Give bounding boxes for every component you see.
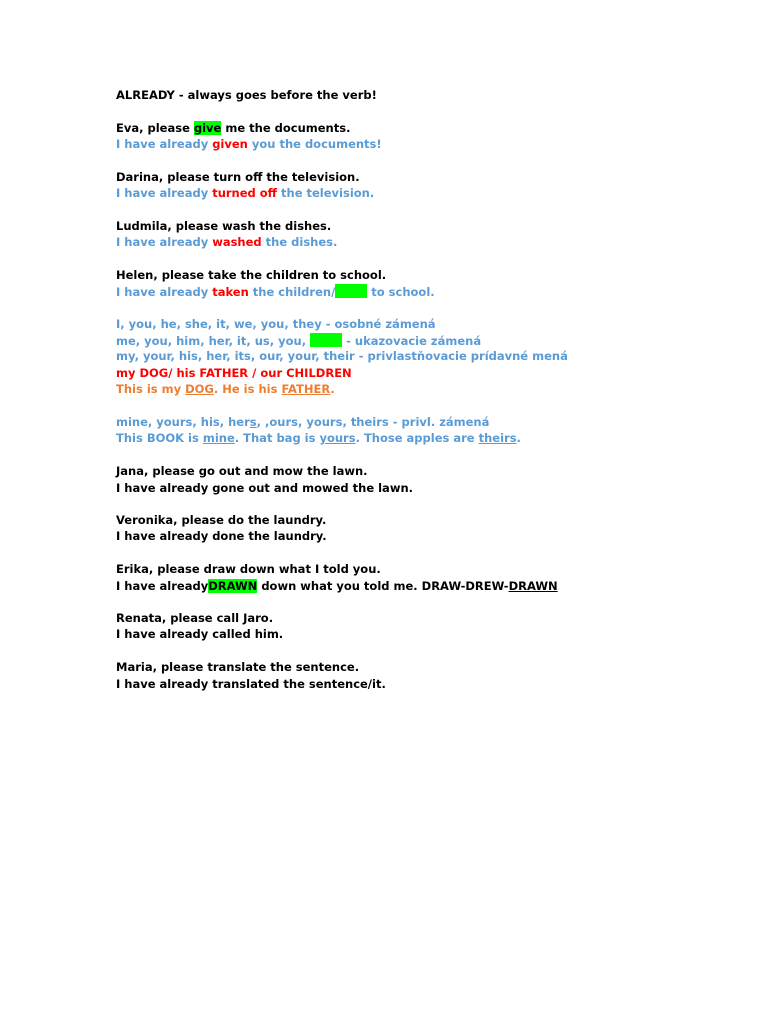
- underlined-letter: s: [249, 415, 257, 429]
- answer-darina: [116, 186, 374, 201]
- past-participle: given: [212, 137, 248, 151]
- highlighted-verb: DRAWN: [208, 579, 258, 593]
- underlined-word: yours: [319, 431, 356, 445]
- object-pronouns: [116, 333, 481, 349]
- answer-maria: I have already translated the sentence/it.: [116, 677, 386, 691]
- pronoun-list: mine, yours, his, her: [116, 415, 250, 429]
- request-darina: Darina, please turn off the television.: [116, 170, 360, 184]
- answer-text: I have already: [116, 137, 213, 151]
- past-participle: washed: [212, 235, 262, 249]
- answer-text: the children/: [248, 285, 336, 299]
- underlined-word: DOG: [185, 382, 214, 396]
- answer-text: I have already: [116, 285, 213, 299]
- request-veronika: Veronika, please do the laundry.: [116, 513, 327, 527]
- request-maria: Maria, please translate the sentence.: [116, 660, 360, 674]
- underlined-word: FATHER: [281, 382, 331, 396]
- answer-renata: I have already called him.: [116, 627, 284, 641]
- personal-pronouns: I, you, he, she, it, we, you, they - osobné zámená: [116, 317, 436, 331]
- possessive-sentence: [116, 382, 335, 397]
- answer-eva: [116, 137, 382, 152]
- possessive-pronouns: [116, 415, 489, 430]
- sentence-text: This BOOK is: [116, 431, 203, 445]
- sentence-text: .: [516, 431, 521, 445]
- answer-text: to school.: [367, 285, 435, 299]
- sentence-text: This is my: [116, 382, 186, 396]
- past-participle: taken: [212, 285, 249, 299]
- answer-text: I have already: [116, 186, 213, 200]
- request-text: me the documents.: [221, 121, 351, 135]
- past-participle: turned off: [212, 186, 277, 200]
- answer-helen: [116, 284, 435, 300]
- request-jana: Jana, please go out and mow the lawn.: [116, 464, 368, 478]
- answer-text: the dishes.: [261, 235, 338, 249]
- sentence-text: . He is his: [213, 382, 282, 396]
- answer-text: down what you told me. DRAW-DREW-: [257, 579, 509, 593]
- request-ludmila: Ludmila, please wash the dishes.: [116, 219, 332, 233]
- sentence-text: .: [330, 382, 335, 396]
- request-renata: Renata, please call Jaro.: [116, 611, 274, 625]
- answer-veronika: I have already done the laundry.: [116, 529, 327, 543]
- request-erika: Erika, please draw down what I told you.: [116, 562, 381, 576]
- highlighted-pronoun: [335, 284, 367, 298]
- highlighted-verb: give: [193, 121, 222, 135]
- highlighted-pronoun: [310, 333, 342, 347]
- sentence-text: . That bag is: [234, 431, 320, 445]
- request-helen: Helen, please take the children to school.: [116, 268, 387, 282]
- possessive-adjectives: my, your, his, her, its, our, your, their - privlastňovacie prídavné mená: [116, 349, 568, 363]
- answer-text: the television.: [277, 186, 375, 200]
- sentence-text: . Those apples are: [355, 431, 479, 445]
- answer-jana: I have already gone out and mowed the lawn.: [116, 481, 414, 495]
- underlined-word: theirs: [478, 431, 517, 445]
- possessive-pronoun-sentence: [116, 431, 521, 446]
- pronoun-list: , ,ours, yours, theirs - privl. zámená: [256, 415, 490, 429]
- page-title: ALREADY - always goes before the verb!: [116, 88, 377, 102]
- pronoun-label: - ukazovacie zámená: [342, 334, 482, 348]
- pronoun-list: me, you, him, her, it, us, you,: [116, 334, 311, 348]
- answer-text: you the documents!: [247, 137, 382, 151]
- request-text: Eva, please: [116, 121, 194, 135]
- answer-text: I have already: [116, 235, 213, 249]
- answer-erika: [116, 579, 558, 594]
- request-eva: [116, 121, 350, 136]
- answer-ludmila: [116, 235, 337, 250]
- possessive-examples: my DOG/ his FATHER / our CHILDREN: [116, 366, 352, 380]
- underlined-word: DRAWN: [508, 579, 558, 593]
- answer-text: I have already: [116, 579, 209, 593]
- underlined-word: mine: [202, 431, 235, 445]
